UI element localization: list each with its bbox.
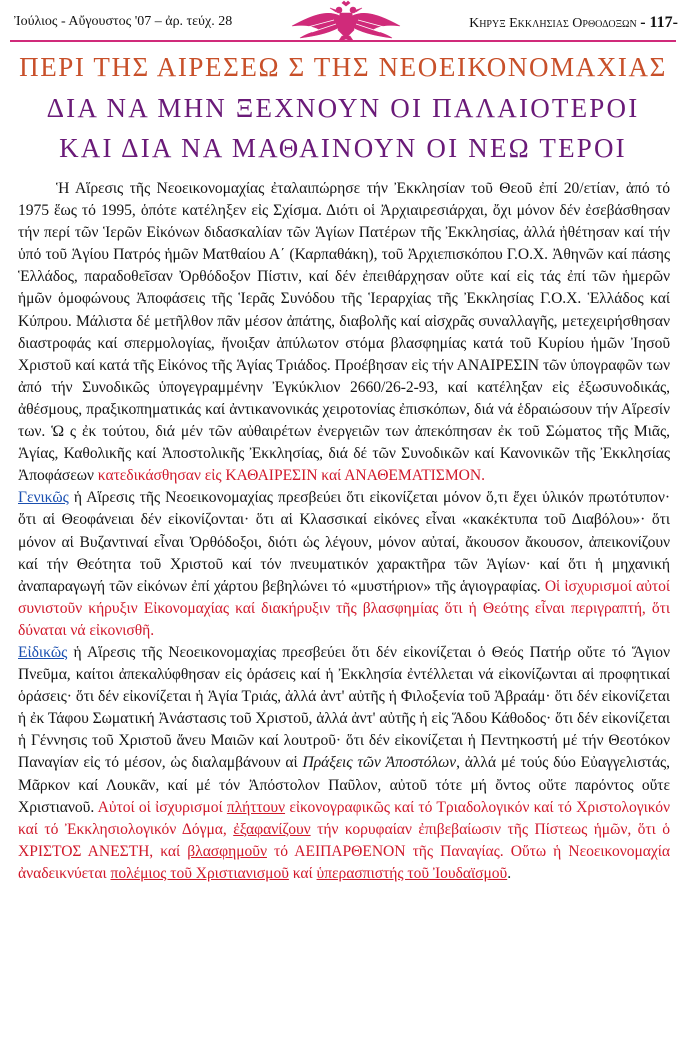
paragraph-2-conclusion: Οἱ ἰσχυρισμοί αὐτοί συνιστοῦν κήρυξιν Εἰκονομαχίας καί διακήρυξιν τῆς βλασφημίας ὅτι ἡ Θεότης εἶναι περιγραπτή, ὅτι δύναται νά εἰκονισθῆ. — [18, 577, 670, 639]
conclusion-underline-4: πολέμιος τοῦ Χριστιανισμοῦ — [110, 864, 289, 882]
conclusion-underline-5: ὑπερασπιστής τοῦ Ἰουδαϊσμοῦ — [316, 864, 508, 882]
paragraph-3-text-b: , ἀλλά μέ τούς δύο Εὐαγγελιστάς, Μᾶρκον καί Λουκᾶν, καί μέ τόν Ἀπόστολον Παῦλον, αὐτοῦ τότε μή ὄντος οὔτε παρόντος οὔτε Χριστιανοῦ. — [18, 754, 670, 816]
page-header — [0, 0, 686, 44]
journal-title — [469, 14, 678, 32]
conclusion-part-3: τήν κορυφαίαν ἐπιβεβαίωσιν τῆς Πίστεως ἡμῶν, ὅτι ὁ ΧΡΙΣΤΟΣ ΑΝΕΣΤΗ, καί — [18, 820, 670, 860]
paragraph-1 — [18, 178, 670, 487]
journal-name: Κηρυξ Εκκλησιας Ορθοδοξων — [469, 16, 637, 31]
paragraph-3-conclusion — [18, 799, 670, 882]
conclusion-part-5: καί — [288, 864, 317, 882]
header-divider — [10, 40, 676, 42]
title-line-1: ΠΕΡΙ ΤΗΣ ΑΙΡΕΣΕΩ Σ ΤΗΣ ΝΕΟΕΙΚΟΝΟΜΑΧΙΑΣ — [19, 52, 667, 82]
paragraph-3 — [18, 642, 670, 885]
conclusion-part-1: Αὐτοί οἱ ἰσχυρισμοί — [97, 798, 227, 816]
paragraph-2 — [18, 487, 670, 642]
double-headed-eagle-icon — [284, 0, 408, 42]
issue-info: Ἰούλιος - Αὔγουστος '07 – ἀρ. τεύχ. 28 — [14, 14, 233, 29]
conclusion-underline-2: ἐξαφανίζουν — [233, 820, 311, 838]
paragraph-3-italic: Πράξεις τῶν Ἀποστόλων — [302, 754, 457, 772]
paragraph-3-lead: Εἰδικῶς — [18, 643, 68, 661]
article-body — [18, 178, 670, 885]
paragraph-1-text: Ἡ Αἵρεσις τῆς Νεοεικονομαχίας ἐταλαιπώρησε τήν Ἐκκλησίαν τοῦ Θεοῦ ἐπί 20/ετίαν, ἀπό τό 1975 ἕως τό 1995, ὁπότε κατέληξεν εἰς Σχίσμα. Διότι οἱ Ἀρχιαιρεσιάρχαι, ὄχι μόνον δέν ἐσεβάσθησαν τήν περί τῶν Ἱερῶν Εἰκόνων διδασκαλίαν τῶν Ἁγίων Πατέρων τῆς Ἐκκλησίας, ἀλλά ἠθέτησαν καί τήν ὑπό τοῦ Ἁγίου Πατρός ἡμῶν Ματθαίου Α΄ (Καρπαθάκη), τοῦ Ἀρχιεπισκόπου Γ.Ο.Χ. Ἀθηνῶν καί πάσης Ἑλλάδος, παραδοθεῖσαν Ὀρθόδοξον Πίστιν, καί δέν ἐπειθάρχησαν οὔτε καί εἰς τάς ἐπί τῶν ἡμερῶν ἡμῶν ὁμοφώνους Ἀποφάσεις τῆς Ἱερᾶς Συνόδου τῆς Ἱεραρχίας τῆς Ἐκκλησίας Γ.Ο.Χ. Ἑλλάδος καί Κύπρου. Μάλιστα δέ μετῆλθον πᾶν μέσον ἀπάτης, διαβολῆς καί αἰσχρᾶς συναλλαγῆς, μετεχειρήσθησαν διαστροφάς καί σπερμολογίας, ἤνοιξαν ἀπύλωτον στόμα βλασφημίας κατά τοῦ Κυρίου ἡμῶν Ἰησοῦ Χριστοῦ καί κατά τῆς Εἰκόνος τῆς Ἁγίας Τριάδος. Προέβησαν εἰς τήν ΑΝΑΙΡΕΣΙΝ τῶν ὑπογραφῶν των ἀπό τήν Συνοδικῶς ὑπογεγραμμένην Ἐγκύκλιον 2660/26-2-93, καί κατέληξαν εἰς ἐξωσυνοδικάς, ἀθέσμους, πραξικοπηματικάς καί ἀντικανονικάς χειροτονίας ἐπισκόπων, διά νά ἑδραιώσουν τήν Αἵρεσίν των. Ὡ ς ἐκ τούτου, διά μέν τῶν αὐθαιρέτων ἐνεργειῶν των ἀπεκόπησαν ἐκ τοῦ Σώματος τῆς Μιᾶς, Ἁγίας, Καθολικῆς καί Ἀποστολικῆς Ἐκκλησίας, διά δέ τῶν Συνοδικῶν καί Κανονικῶν τῆς Ἐκκλησίας Ἀποφάσεων — [18, 180, 670, 485]
conclusion-underline-3: βλασφημοῦν — [187, 842, 267, 860]
title-line-2: ΔΙΑ ΝΑ ΜΗΝ ΞΕΧΝΟΥΝ ΟΙ ΠΑΛΑΙΟΤΕΡΟΙ — [46, 93, 640, 123]
conclusion-part-4: τό ΑΕΙΠΑΡΘΕΝΟΝ τῆς Παναγίας. Οὕτω ἡ Νεοεικονομαχία ἀναδεικνύεται — [18, 842, 671, 882]
conclusion-part-2: εἰκονογραφικῶς καί τό Τριαδολογικόν καί τό Χριστολογικόν καί τό Ἐκκλησιολογικόν Δόγμα, — [18, 798, 670, 838]
paragraph-2-lead: Γενικῶς — [18, 489, 69, 507]
conclusion-underline-1: πλήττουν — [226, 798, 286, 816]
title-line-3: ΚΑΙ ΔΙΑ ΝΑ ΜΑΘΑΙΝΟΥΝ ΟΙ ΝΕΩ ΤΕΡΟΙ — [59, 133, 627, 163]
paragraph-3-text-a: ἡ Αἵρεσις τῆς Νεοεικονομαχίας πρεσβεύει ὅτι δέν εἰκονίζεται ὁ Θεός Πατήρ οὔτε τό Ἅγιον Πνεῦμα, καίτοι ἀπεκαλύφθησαν εἰς ὁράσεις καί ἡ Ἐκκλησία ἐντέλλεται νά εἰκονίζωνται αἱ προφητικαί ὁράσεις· ὅτι δέν εἰκονίζεται ἡ Ἁγία Τριάς, ἀλλά ἀντ' αὐτῆς ἡ Φιλοξενία τοῦ Ἀβραάμ· ὅτι δέν εἰκονίζεται ἡ ἐκ Τάφου Σωματική Ἀνάστασις τοῦ Χριστοῦ, ἀλλά ἀντ' αὐτῆς ἡ εἰς Ἅδου Κάθοδος· ὅτι δέν εἰκονίζεται ἡ Γέννησις τοῦ Χριστοῦ ἄνευ Μαιῶν καί λουτροῦ· ὅτι δέν εἰκονίζεται ἡ Πεντηκοστή μέ τήν Θεοτόκον Παναγίαν εἰς τό μέσον, ὡς διαλαμβάνουν αἱ — [18, 643, 670, 772]
paragraph-1-conclusion: κατεδικάσθησαν εἰς ΚΑΘΑΙΡΕΣΙΝ καί ΑΝΑΘΕΜΑΤΙΣΜΟΝ. — [97, 467, 485, 485]
paragraph-3-end: . — [507, 864, 512, 882]
page-number: - 117- — [640, 14, 678, 31]
paragraph-2-text: ἡ Αἵρεσις τῆς Νεοεικονομαχίας πρεσβεύει ὅτι εἰκονίζεται μόνον ὅ,τι ἔχει ὑλικόν πρωτότυπον· ὅτι αἱ Θεοφάνειαι δέν εἰκονίζονται· ὅτι αἱ Κλασσικαί εἰκόνες εἶναι «κακέκτυπα τοῦ Διαβόλου»· ὅτι μόνον αἱ Βυζαντιναί εἶναι Ὀρθόδοξοι, διότι ὡς λέγουν, μόνον αὐταί, ἄκουσον ἄκουσον, ἀπεικονίζουν καί τήν Θεότητα τοῦ Χριστοῦ καί τόν πνευματικόν χαρακτῆρα τῶν Ἁγίων· καί ὅτι ἡ μηχανική ἀναπαραγωγή τῶν εἰκόνων ἐπί χάρτου βεβηλώνει τό «μυστήριον» τῆς ἁγιογραφίας. — [18, 489, 670, 595]
